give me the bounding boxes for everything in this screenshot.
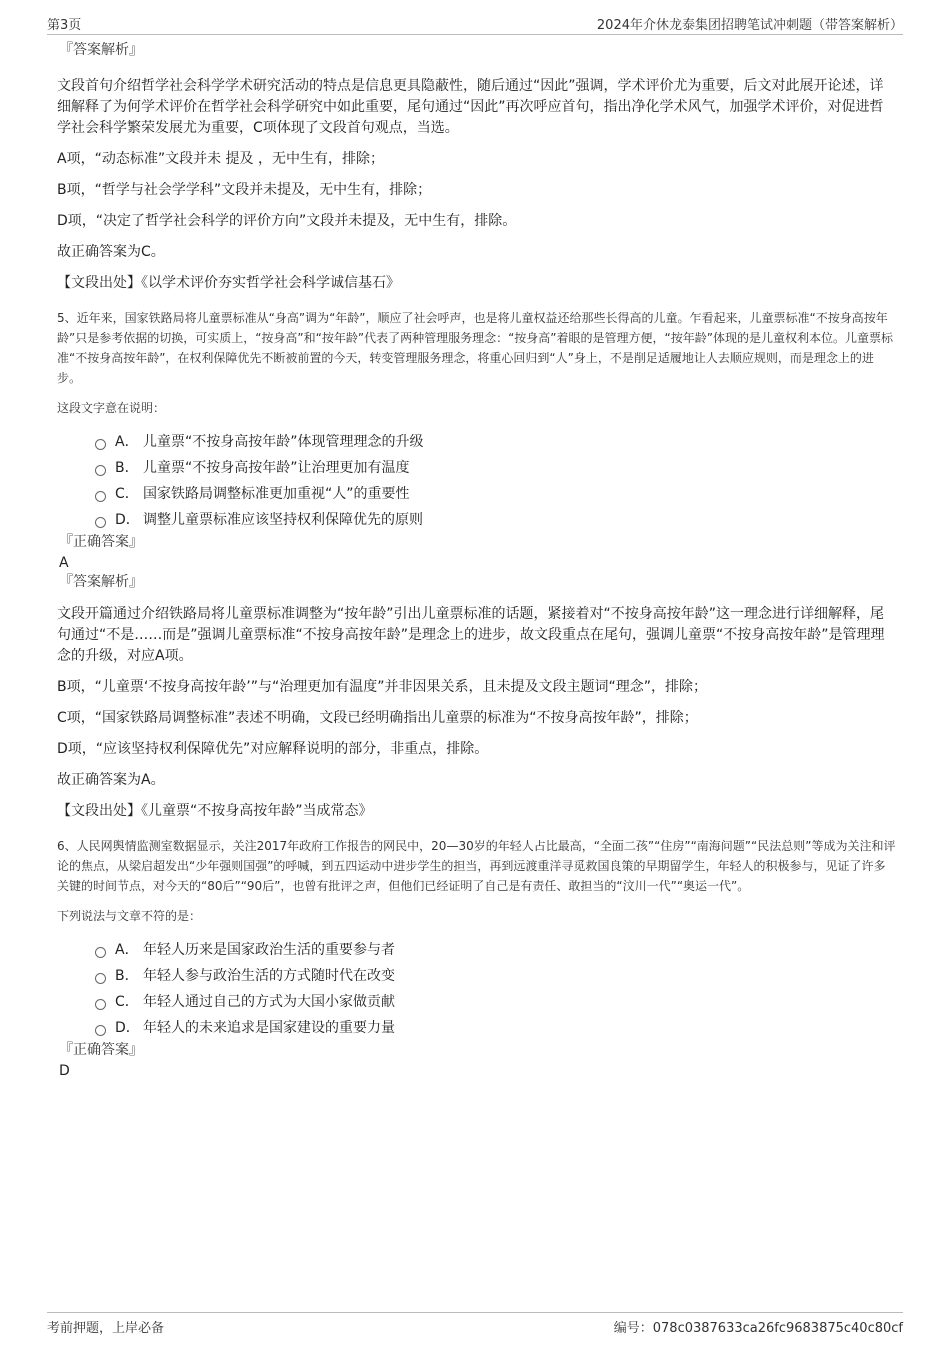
document-code: 编号：078c0387633ca26fc9683875c40c80cf (613, 1321, 903, 1336)
analysis-paragraph: 故正确答案为C。 (57, 244, 165, 260)
option-a[interactable]: A． 儿童票“不按身高按年龄”体现管理理念的升级 (95, 428, 897, 454)
correct-answer-label: 『正确答案』 (59, 1042, 143, 1058)
analysis-paragraph: A项，“动态标准”文段并未 提及 ，无中生有，排除； (57, 151, 384, 167)
page-footer (47, 1312, 903, 1337)
question-text: 6、人民网舆情监测室数据显示，关注2017年政府工作报告的网民中，20—30岁的年轻人占比最高，“全面二孩”“住房”“南海问题”“民法总则”等成为关注和评论的焦点，从梁启超发出“少年强则国强”的呼喊，到五四运动中进步学生的担当，再到远渡重洋寻觅救国良策的早期留学生，年轻人的积极参与，见证了许多关键的时间节点，对今天的“80后”“90后”，也曾有批评之声，但他们已经证明了自己是有责任、敢担当的“汶川一代”“奥运一代”。 (57, 839, 896, 893)
radio-button[interactable] (95, 973, 106, 984)
analysis-paragraph: 故正确答案为A。 (57, 772, 165, 788)
option-list (57, 936, 897, 1040)
document-title: 2024年介休龙泰集团招聘笔试冲刺题（带答案解析） (596, 18, 903, 33)
analysis-paragraph: D项，“应该坚持权利保障优先”对应解释说明的部分，非重点，排除。 (57, 741, 489, 757)
option-b[interactable]: B． 儿童票“不按身高按年龄”让治理更加有温度 (95, 454, 897, 480)
analysis-paragraph: C项，“国家铁路局调整标准”表述不明确，文段已经明确指出儿童票的标准为“不按身高按年龄”，排除； (57, 710, 698, 726)
question-text: 5、近年来，国家铁路局将儿童票标准从“身高”调为“年龄”，顺应了社会呼声，也是将儿童权益还给那些长得高的儿童。乍看起来，儿童票标准“不按身高按年龄”只是参考依据的切换，可实质上，“按身高”和“按年龄”代表了两种管理服务理念：“按身高”着眼的是管理方便，“按年龄”体现的是儿童权利本位。儿童票标准“不按身高按年龄”，在权利保障优先不断被前置的今天，转变管理服务理念，将重心回归到“人”身上，不是削足适履地让人去顺应规则，而是理念上的进步。 (57, 311, 893, 385)
correct-answer: D (59, 1063, 70, 1079)
analysis-label: 『答案解析』 (59, 42, 143, 58)
page-number: 第3页 (47, 18, 82, 33)
question-prompt: 下列说法与文章不符的是： (57, 909, 202, 923)
footer-slogan: 考前押题，上岸必备 (47, 1321, 165, 1336)
option-list (57, 428, 897, 532)
correct-answer: A (59, 555, 69, 571)
analysis-paragraph: B项，“儿童票‘不按身高按年龄’”与“治理更加有温度”并非因果关系，且未提及文段主题词“理念”，排除； (57, 679, 708, 695)
analysis-label: 『答案解析』 (59, 574, 143, 590)
radio-button[interactable] (95, 439, 106, 450)
option-b[interactable]: B． 年轻人参与政治生活的方式随时代在改变 (95, 962, 897, 988)
radio-button[interactable] (95, 517, 106, 528)
option-c[interactable]: C． 年轻人通过自己的方式为大国小家做贡献 (95, 988, 897, 1014)
radio-button[interactable] (95, 465, 106, 476)
page-header (47, 12, 903, 35)
radio-button[interactable] (95, 1025, 106, 1036)
analysis-paragraph: 文段首句介绍哲学社会科学学术研究活动的特点是信息更具隐蔽性，随后通过“因此”强调，学术评价尤为重要，后文对此展开论述，详细解释了为何学术评价在哲学社会科学研究中如此重要，尾句通过“因此”再次呼应首句，指出净化学术风气，加强学术评价，对促进哲学社会科学繁荣发展尤为重要，C项体现了文段首句观点，当选。 (57, 78, 884, 136)
analysis-paragraph: D项，“决定了哲学社会科学的评价方向”文段并未提及，无中生有，排除。 (57, 213, 517, 229)
correct-answer-label: 『正确答案』 (59, 534, 143, 550)
source-citation: 【文段出处】《以学术评价夯实哲学社会科学诚信基石》 (57, 275, 400, 291)
main-content (57, 40, 897, 1080)
option-a[interactable]: A． 年轻人历来是国家政治生活的重要参与者 (95, 936, 897, 962)
radio-button[interactable] (95, 947, 106, 958)
radio-button[interactable] (95, 491, 106, 502)
question-prompt: 这段文字意在说明： (57, 401, 166, 415)
option-d[interactable]: D． 年轻人的未来追求是国家建设的重要力量 (95, 1014, 897, 1040)
option-d[interactable]: D． 调整儿童票标准应该坚持权利保障优先的原则 (95, 506, 897, 532)
option-c[interactable]: C． 国家铁路局调整标准更加重视“人”的重要性 (95, 480, 897, 506)
source-citation: 【文段出处】《儿童票“不按身高按年龄”当成常态》 (57, 803, 373, 819)
analysis-paragraph: 文段开篇通过介绍铁路局将儿童票标准调整为“按年龄”引出儿童票标准的话题，紧接着对“不按身高按年龄”这一理念进行详细解释，尾句通过“不是……而是”强调儿童票标准“不按身高按年龄”是理念上的进步，故文段重点在尾句，强调儿童票“不按身高按年龄”是管理理念的升级，对应A项。 (57, 606, 885, 664)
radio-button[interactable] (95, 999, 106, 1010)
analysis-paragraph: B项，“哲学与社会学学科”文段并未提及，无中生有，排除； (57, 182, 432, 198)
